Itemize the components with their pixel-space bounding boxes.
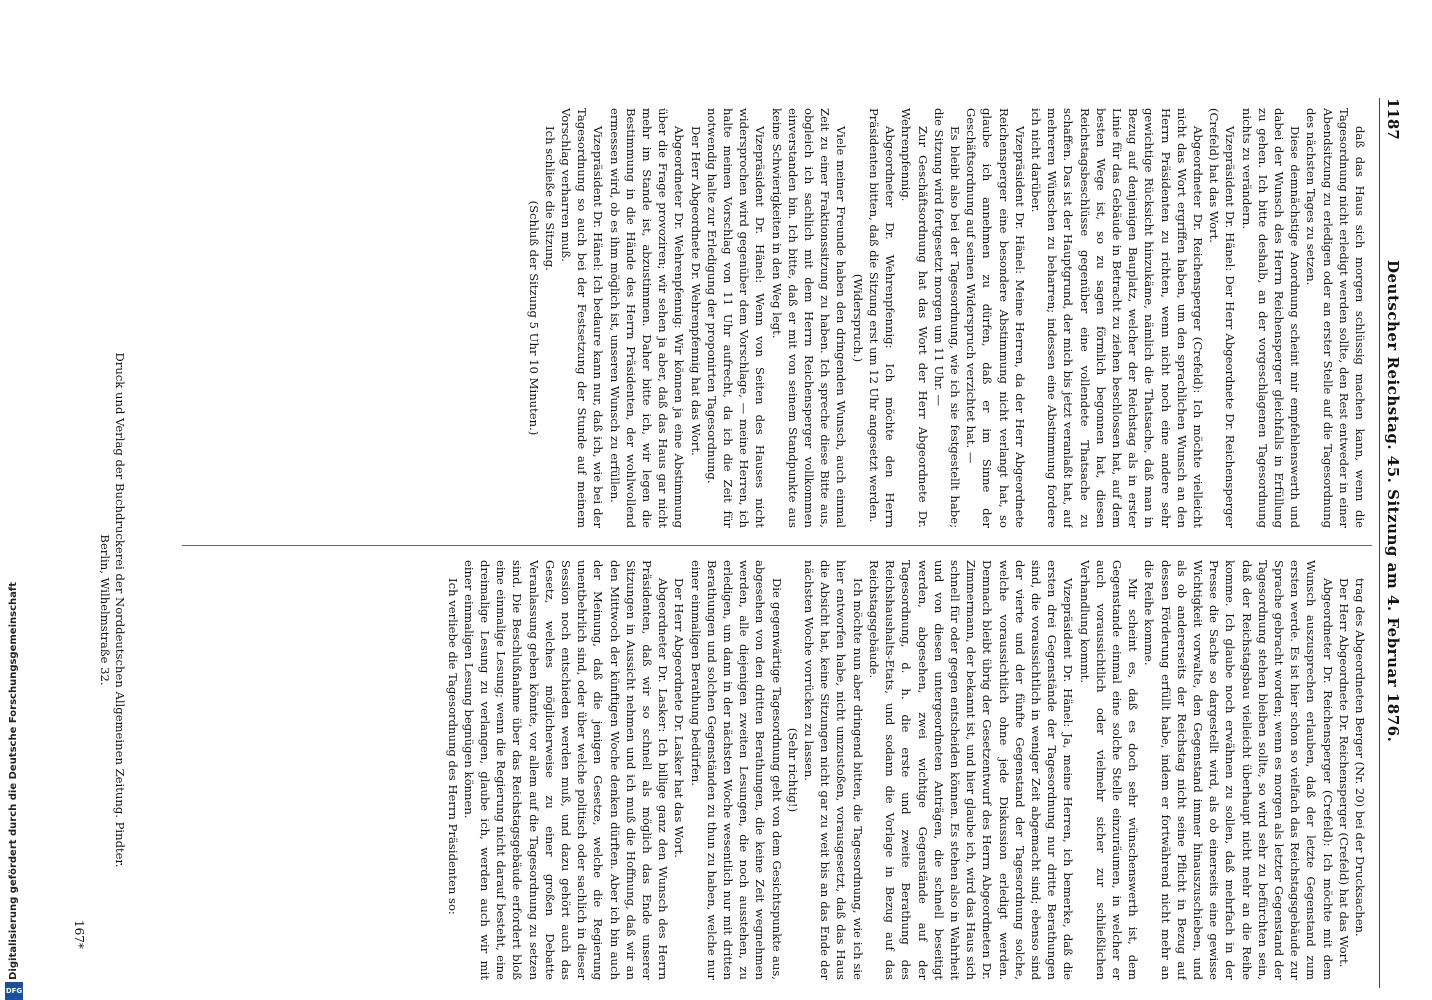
- paragraph: Der Herr Abgeordnete Dr. Reichensperger (Crefeld) hat das Wort.: [1336, 578, 1351, 968]
- paragraph: Diese demnächstige Anordnung scheint mir empfehlenswerth und dabei der Wunsch des Herrn Reichensperger gleichfalls in Erfüllung zu gehen. Ich bitte deshalb, an der vorgeschlagenen Tagesordnung nichts zu verändern.: [1239, 108, 1303, 528]
- paragraph: Es bleibt also bei der Tagesordnung, wie ich sie festgestellt habe; die Sitzung wird fortgesetzt morgen um 11 Uhr. —: [931, 108, 962, 528]
- left-text-column: [48, 108, 1368, 528]
- paragraph: daß das Haus sich morgen schlüssig machen kann, wenn die Tagesordnung nicht erledigt werden sollte, den Rest entweder in einer Abendsitzung zu erledigen oder an erster Stelle auf die Tagesordnung des nächsten Tages zu setzen.: [1304, 108, 1367, 528]
- paragraph: Abgeordneter Dr. Wehrenpfennig: Wir können ja eine Abstimmung über die Frage provoziren; wir sehen ja aber, daß das Haus gar nicht mehr im Stande ist, abzustimmen. Daher bitte ich, wir legen die Bestimmung in die Hände des Herrn Präsidenten, der wohlwollend ermessen wird, ob es ihm möglich ist, unseren Wunsch zu erfüllen.: [607, 108, 687, 528]
- digitization-sidebar: [0, 0, 30, 1000]
- paragraph: Vizepräsident Dr. Hänel: Wenn von Seiten des Hauses nicht widersprochen wird gegenüber dem Vorschlage, — meine Herren, ich halte meinen Vorschlag von 11 Uhr aufrecht, da ich die Zeit für notwendig halte zur Erledigung der proponirten Tagesordnung.: [704, 108, 768, 528]
- dfg-logo-icon: DFG: [5, 982, 23, 1000]
- header-rule: [1379, 98, 1380, 988]
- paragraph: Der Herr Abgeordnete Dr. Wehrenpfennig hat das Wort.: [688, 126, 703, 456]
- dfg-credit-text: Digitalisierung gefördert durch die Deutsche Forschungsgemeinschaft: [8, 582, 19, 980]
- paragraph: Der Herr Abgeordnete Dr. Lasker hat das Wort.: [672, 578, 687, 858]
- page-header: [1372, 0, 1402, 1000]
- paragraph: Abgeordneter Dr. Lasker: Ich billige ganz den Wunsch des Herrn Präsidenten, daß wir so schnell als möglich das Ende unserer Sitzungen in Aussicht nehmen und ich muß die Hoffnung, daß wir an den Mittwoch der künftigen Woche denken dürften. Aber ich bin auch der Meinung, daß die jenigen Gesetze, welche die Regierung unentbehrlich sind, oder über welche politisch oder sachlich in dieser Session noch entschieden werden muß, und dazu gehört auch das Gesetz, welches möglicherweise zu einer großen Debatte Veranlassung geben könnte, vor allem auf die Tagesordnung zu setzen sind. Die Beschlußnahme über das Reichstagsgebäude erfordert bloß eine einmalige Lesung; wenn die Regierung nicht darauf besteht, eine dreimalige Lesung zu verlangen, glaube ich, werden auch wir mit einer einmaligen Lesung begnügen können.: [461, 560, 671, 980]
- imprint-line-2: Berlin, Wilhelmstraße 32.: [98, 534, 112, 686]
- imprint: [97, 230, 127, 990]
- paragraph: Die gegenwärtige Tagesordnung geht von dem Gesichtspunkte aus, abgesehen von den dritten Berathungen, die keine Zeit wegnehmen werden, alle diejenigen zweiten Lesungen, die noch ausstehen, zu erledigen, um dann in der nächsten Woche wesentlich nur mit dritten Berathungen und solchen Gegenständen zu thun zu haben, welche nur einer einmaligen Berathung bedürfen.: [688, 560, 784, 980]
- paragraph: Ich möchte nun aber dringend bitten, die Tagesordnung, wie ich sie hier entworfen habe, nicht umzustoßen, vorausgesetzt, daß das Haus die Absicht hat, keine Sitzungen nicht gar zu weit bis an das Ende der nächsten Woche vorrücken zu lassen.: [802, 560, 865, 980]
- paragraph: (Sehr richtig!): [785, 727, 800, 813]
- paragraph: Vizepräsident Dr. Hänel: Ja, meine Herren, ich bemerke, daß die ersten drei Gegenstände der Tagesordnung nur dritte Berathungen sind, die voraussichtlich in weniger Zeit abgemacht sind; ebenso sind der vierte und der fünfte Gegenstand der Tagesordnung solche, welche voraussichtlich ohne jede Diskussion erledigt werden. Demnach bleibt übrig der Gesetzentwurf des Herrn Abgeordneten Dr. Zimmermann, der bekannt ist, und hier glaube ich, wird das Haus sich schnell für oder gegen entscheiden können. Es stehen also in Wahrheit und von diesen untergeordneten Anträgen, die schnell beseitigt werden, abgesehen, zwei wichtige Gegenstände auf der Tagesordnung, d. h. die erste und zweite Berathung des Reichshaushalts-Etats, und sodann die Vorlage in Bezug auf das Reichstagsgebäude.: [866, 560, 1076, 980]
- paragraph: Vizepräsident Dr. Hänel: Ich bedaure kann nur, daß ich, wie bei der Tagesordnung so auch bei der Festsetzung der Stunde auf meinem Vorschlag verharren muß.: [559, 108, 606, 528]
- paragraph: Mir scheint es, daß es doch sehr wünschenswerth ist, dem Gegenstande einmal eine solche Stelle einzuräumen, in welcher er auch voraussichtlich oder vielmehr sicher zur schließlichen Verhandlung kommt.: [1077, 560, 1141, 980]
- paragraph: Vizepräsident Dr. Hänel: Der Herr Abgeordnete Dr. Reichensperger (Crefeld) hat das Wort.: [1207, 108, 1238, 528]
- paragraph: Ich verliebe die Tagesordnung des Herrn Präsidenten so:: [445, 578, 460, 915]
- paragraph: Ich schließe die Sitzung.: [542, 126, 557, 271]
- footer-page-number: 167*: [72, 920, 86, 949]
- imprint-line-1: Druck und Verlag der Buchdruckerei der Norddeutschen Allgemeinen Zeitung. Pindter.: [113, 352, 127, 868]
- paragraph: Viele meiner Freunde haben den dringenden Wunsch, auch einmal Zeit zu einer Fraktionssitzung zu haben. Ich spreche diese Bitte aus, obgleich ich sachlich mit dem Herrn Reichensperger vollkommen einverstanden bin. Ich bitte, daß er mit von seinem Standpunkte aus keine Schwierigkeiten in den Weg legt.: [769, 108, 849, 528]
- paragraph: trag des Abgeordneten Berger (Nr. 20) bei der Drucksachen.: [1353, 578, 1367, 937]
- header-page-number: 1187: [1384, 98, 1402, 140]
- column-divider: [182, 545, 1372, 546]
- paragraph: (Widerspruch.): [850, 273, 865, 363]
- paragraph: Vizepräsident Dr. Hänel: Meine Herren, da der Herr Abgeordnete Reichensperger eine besondere Abstimmung nicht verlangt hat, so glaube ich annehmen zu dürfen, daß er im Sinne der Geschäftsordnung auf seinen Widerspruch verzichtet hat. —: [964, 108, 1027, 528]
- right-text-column: [168, 560, 1368, 980]
- paragraph: Abgeordneter Dr. Wehrenpfennig: Ich möchte den Herrn Präsidenten bitten, daß die Sitzung erst um 12 Uhr angesetzt werden.: [866, 108, 898, 528]
- paragraph: Abgeordneter Dr. Reichensperger (Crefeld): Ich möchte mit dem Wunsch auszusprechen erlauben, daß der letzte Gegenstand zum ersten werde. Es ist hier schon so vielfach das Reichstagsgebäude zur Sprache gebracht worden; wenn es morgen als letzter Gegenstand der Tagesordnung stehen bleiben sollte, so wird sehr zu befürchten sein, daß der Reichstagsbau vielleicht überhaupt nicht mehr an die Reihe komme. Ich glaube noch erwähnen zu sollen, daß mehrfach in der Presse die Sache so dargestellt wird, als ob einerseits eine gewisse Wichtigkeit vorwalte, den Gegenstand immer hinauszuschieben, und als ob andererseits der Reichstag nicht seine Pflicht in Bezug auf dessen Förderung erfüllt habe, indem er fortwährend nicht mehr an die Reihe komme.: [1142, 560, 1335, 980]
- paragraph: Abgeordneter Dr. Reichensperger (Crefeld): Ich möchte vielleicht nicht das Wort ergriffen haben, um den sprachlichen Wunsch an den Herrn Präsidenten zu richten, wenn nicht noch eine andere sehr gewichtige Rücksicht hinzukäme, nämlich die Thatsache, daß man in Bezug auf denjenigen Bauplatz, welcher der Reichstag als in erster Linie für das Gebäude in Betracht zu ziehen beschlossen hat, auf dem besten Wege ist, so zu sagen förmlich begonnen hat, diesen Reichstagsbeschlüsse gegenüber eine vollendete Thatsache zu schaffen. Das ist der Hauptgrund, der mich bis jetzt veranlaßt hat, auf mehreren Wünschen zu beharren; indessen eine Abstimmung fordere ich nicht darüber.: [1028, 108, 1205, 528]
- header-title: Deutscher Reichstag. 45. Sitzung am 4. Februar 1876.: [1384, 260, 1402, 743]
- paragraph: (Schluß der Sitzung 5 Uhr 10 Minuten.): [526, 200, 541, 436]
- paragraph: Zur Geschäftsordnung hat das Wort der Herr Abgeordnete Dr. Wehrenpfennig.: [899, 108, 930, 528]
